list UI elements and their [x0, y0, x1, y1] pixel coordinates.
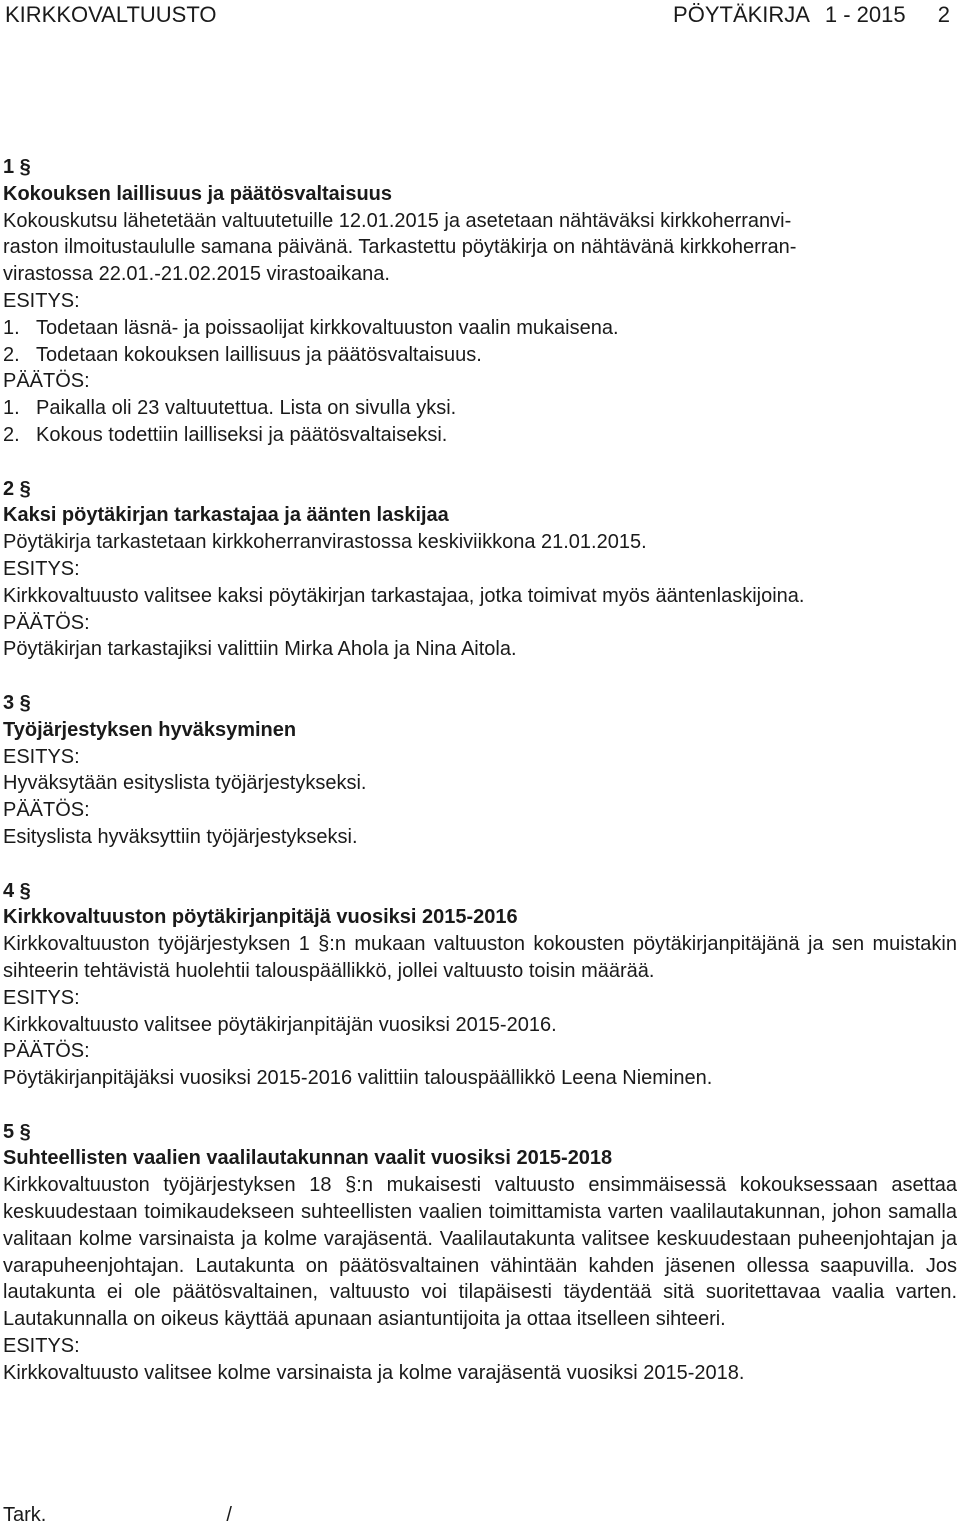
body-text: Kirkkovaltuuston työjärjestyksen 18 §:n mukaisesti valtuusto ensimmäisessä kokouksessaan asettaa keskuudestaan toimikaudekseen suhteellisten vaalien toimittamista varten vaalilautakunnan, johon samalla valitaan kolme varsinaista ja kolme varajäsentä. Vaalilautakunta valitsee keskuudestaan puheenjohtajan ja varapuheenjohtajan. Lautakunta on päätösvaltainen vähintään kahden jäsenen ollessa saapuvilla. Jos lautakunta ei ole päätösvaltainen, valtuusto voi tilapäisesti täydentää sitä suoritettavaa vaalia varten. Lautakunnalla on oikeus käyttää apunaan asiantuntijoita ja ottaa itselleen sihteeri. — [3, 1174, 957, 1331]
esitys-text: Kirkkovaltuusto valitsee pöytäkirjanpitäjän vuosiksi 2015-2016. — [3, 1013, 557, 1036]
body-text: Pöytäkirja tarkastetaan kirkkoherranvirastossa keskiviikkona 21.01.2015. — [3, 531, 647, 554]
esitys-text: Kirkkovaltuusto valitsee kolme varsinaista ja kolme varajäsentä vuosiksi 2015-2018. — [3, 1361, 745, 1384]
esitys-text: Hyväksytään esityslista työjärjestykseksi. — [3, 772, 367, 795]
section-5 — [3, 1119, 957, 1387]
section-number: 1 § — [3, 156, 31, 178]
section-title: Työjärjestyksen hyväksyminen — [3, 718, 297, 741]
section-title: Kokouksen laillisuus ja päätösvaltaisuus — [3, 182, 393, 205]
item-number: 1. — [3, 316, 20, 339]
paatos-label: PÄÄTÖS: — [3, 799, 90, 822]
esitys-label: ESITYS: — [3, 289, 80, 312]
section-number: 2 § — [3, 477, 31, 500]
item-text: Todetaan kokouksen laillisuus ja päätösvaltaisuus. — [36, 343, 482, 366]
section-4 — [3, 878, 957, 1092]
item-number: 1. — [3, 397, 20, 420]
body-line: Kokouskutsu lähetetään valtuutetuille 12.01.2015 ja asetetaan nähtäväksi kirkkoherranvi- — [3, 209, 792, 232]
paatos-text: Pöytäkirjanpitäjäksi vuosiksi 2015-2016 valittiin talouspäällikkö Leena Nieminen. — [3, 1067, 713, 1090]
esitys-text: Kirkkovaltuusto valitsee kaksi pöytäkirjan tarkastajaa, jotka toimivat myös ääntenlaskijoina. — [3, 584, 805, 607]
section-number: 5 § — [3, 1120, 31, 1143]
section-number: 4 § — [3, 879, 31, 902]
header-doc-type: PÖYTÄKIRJA — [673, 2, 809, 27]
header-page-number: 2 — [937, 2, 950, 27]
document-body — [3, 154, 957, 1413]
esitys-label: ESITYS: — [3, 557, 80, 580]
paatos-label: PÄÄTÖS: — [3, 370, 90, 393]
item-text: Todetaan läsnä- ja poissaolijat kirkkovaltuuston vaalin mukaisena. — [36, 316, 619, 339]
header-org: KIRKKOVALTUUSTO — [5, 2, 217, 27]
item-number: 2. — [3, 423, 20, 446]
item-text: Kokous todettiin lailliseksi ja päätösvaltaiseksi. — [36, 423, 448, 446]
esitys-label: ESITYS: — [3, 986, 80, 1009]
page-footer — [3, 1504, 232, 1527]
body-line: raston ilmoitustaululle samana päivänä. Tarkastettu pöytäkirja on nähtävänä kirkkoherran- — [3, 236, 797, 259]
section-title: Kaksi pöytäkirjan tarkastajaa ja äänten laskijaa — [3, 504, 449, 527]
esitys-label: ESITYS: — [3, 745, 80, 768]
list-item — [3, 342, 957, 369]
section-title: Kirkkovaltuuston pöytäkirjanpitäjä vuosiksi 2015-2016 — [3, 906, 518, 929]
paatos-label: PÄÄTÖS: — [3, 1040, 90, 1063]
header-doc-info — [663, 2, 950, 28]
esitys-label: ESITYS: — [3, 1335, 80, 1358]
section-3 — [3, 690, 957, 851]
section-1 — [3, 154, 957, 449]
page-header — [5, 2, 955, 30]
list-item — [3, 422, 957, 449]
list-item — [3, 395, 957, 422]
item-number: 2. — [3, 343, 20, 366]
paatos-text: Pöytäkirjan tarkastajiksi valittiin Mirka Ahola ja Nina Aitola. — [3, 638, 517, 661]
footer-slash: / — [226, 1504, 232, 1526]
item-text: Paikalla oli 23 valtuutettua. Lista on sivulla yksi. — [36, 397, 457, 420]
section-2 — [3, 476, 957, 664]
paatos-text: Esityslista hyväksyttiin työjärjestykseksi. — [3, 825, 358, 848]
header-issue: 1 - 2015 — [824, 2, 906, 27]
paatos-label: PÄÄTÖS: — [3, 611, 90, 634]
body-line: virastossa 22.01.-21.02.2015 virastoaikana. — [3, 263, 390, 286]
section-number: 3 § — [3, 691, 31, 714]
section-title: Suhteellisten vaalien vaalilautakunnan vaalit vuosiksi 2015-2018 — [3, 1147, 613, 1170]
body-text: Kirkkovaltuuston työjärjestyksen 1 §:n mukaan valtuuston kokousten pöytäkirjanpitäjänä ja sen muistakin sihteerin tehtävistä huolehtii talouspäällikkö, jollei valtuusto toisin määrää. — [3, 933, 957, 982]
list-item — [3, 315, 957, 342]
footer-tark-label: Tark. — [3, 1504, 47, 1526]
